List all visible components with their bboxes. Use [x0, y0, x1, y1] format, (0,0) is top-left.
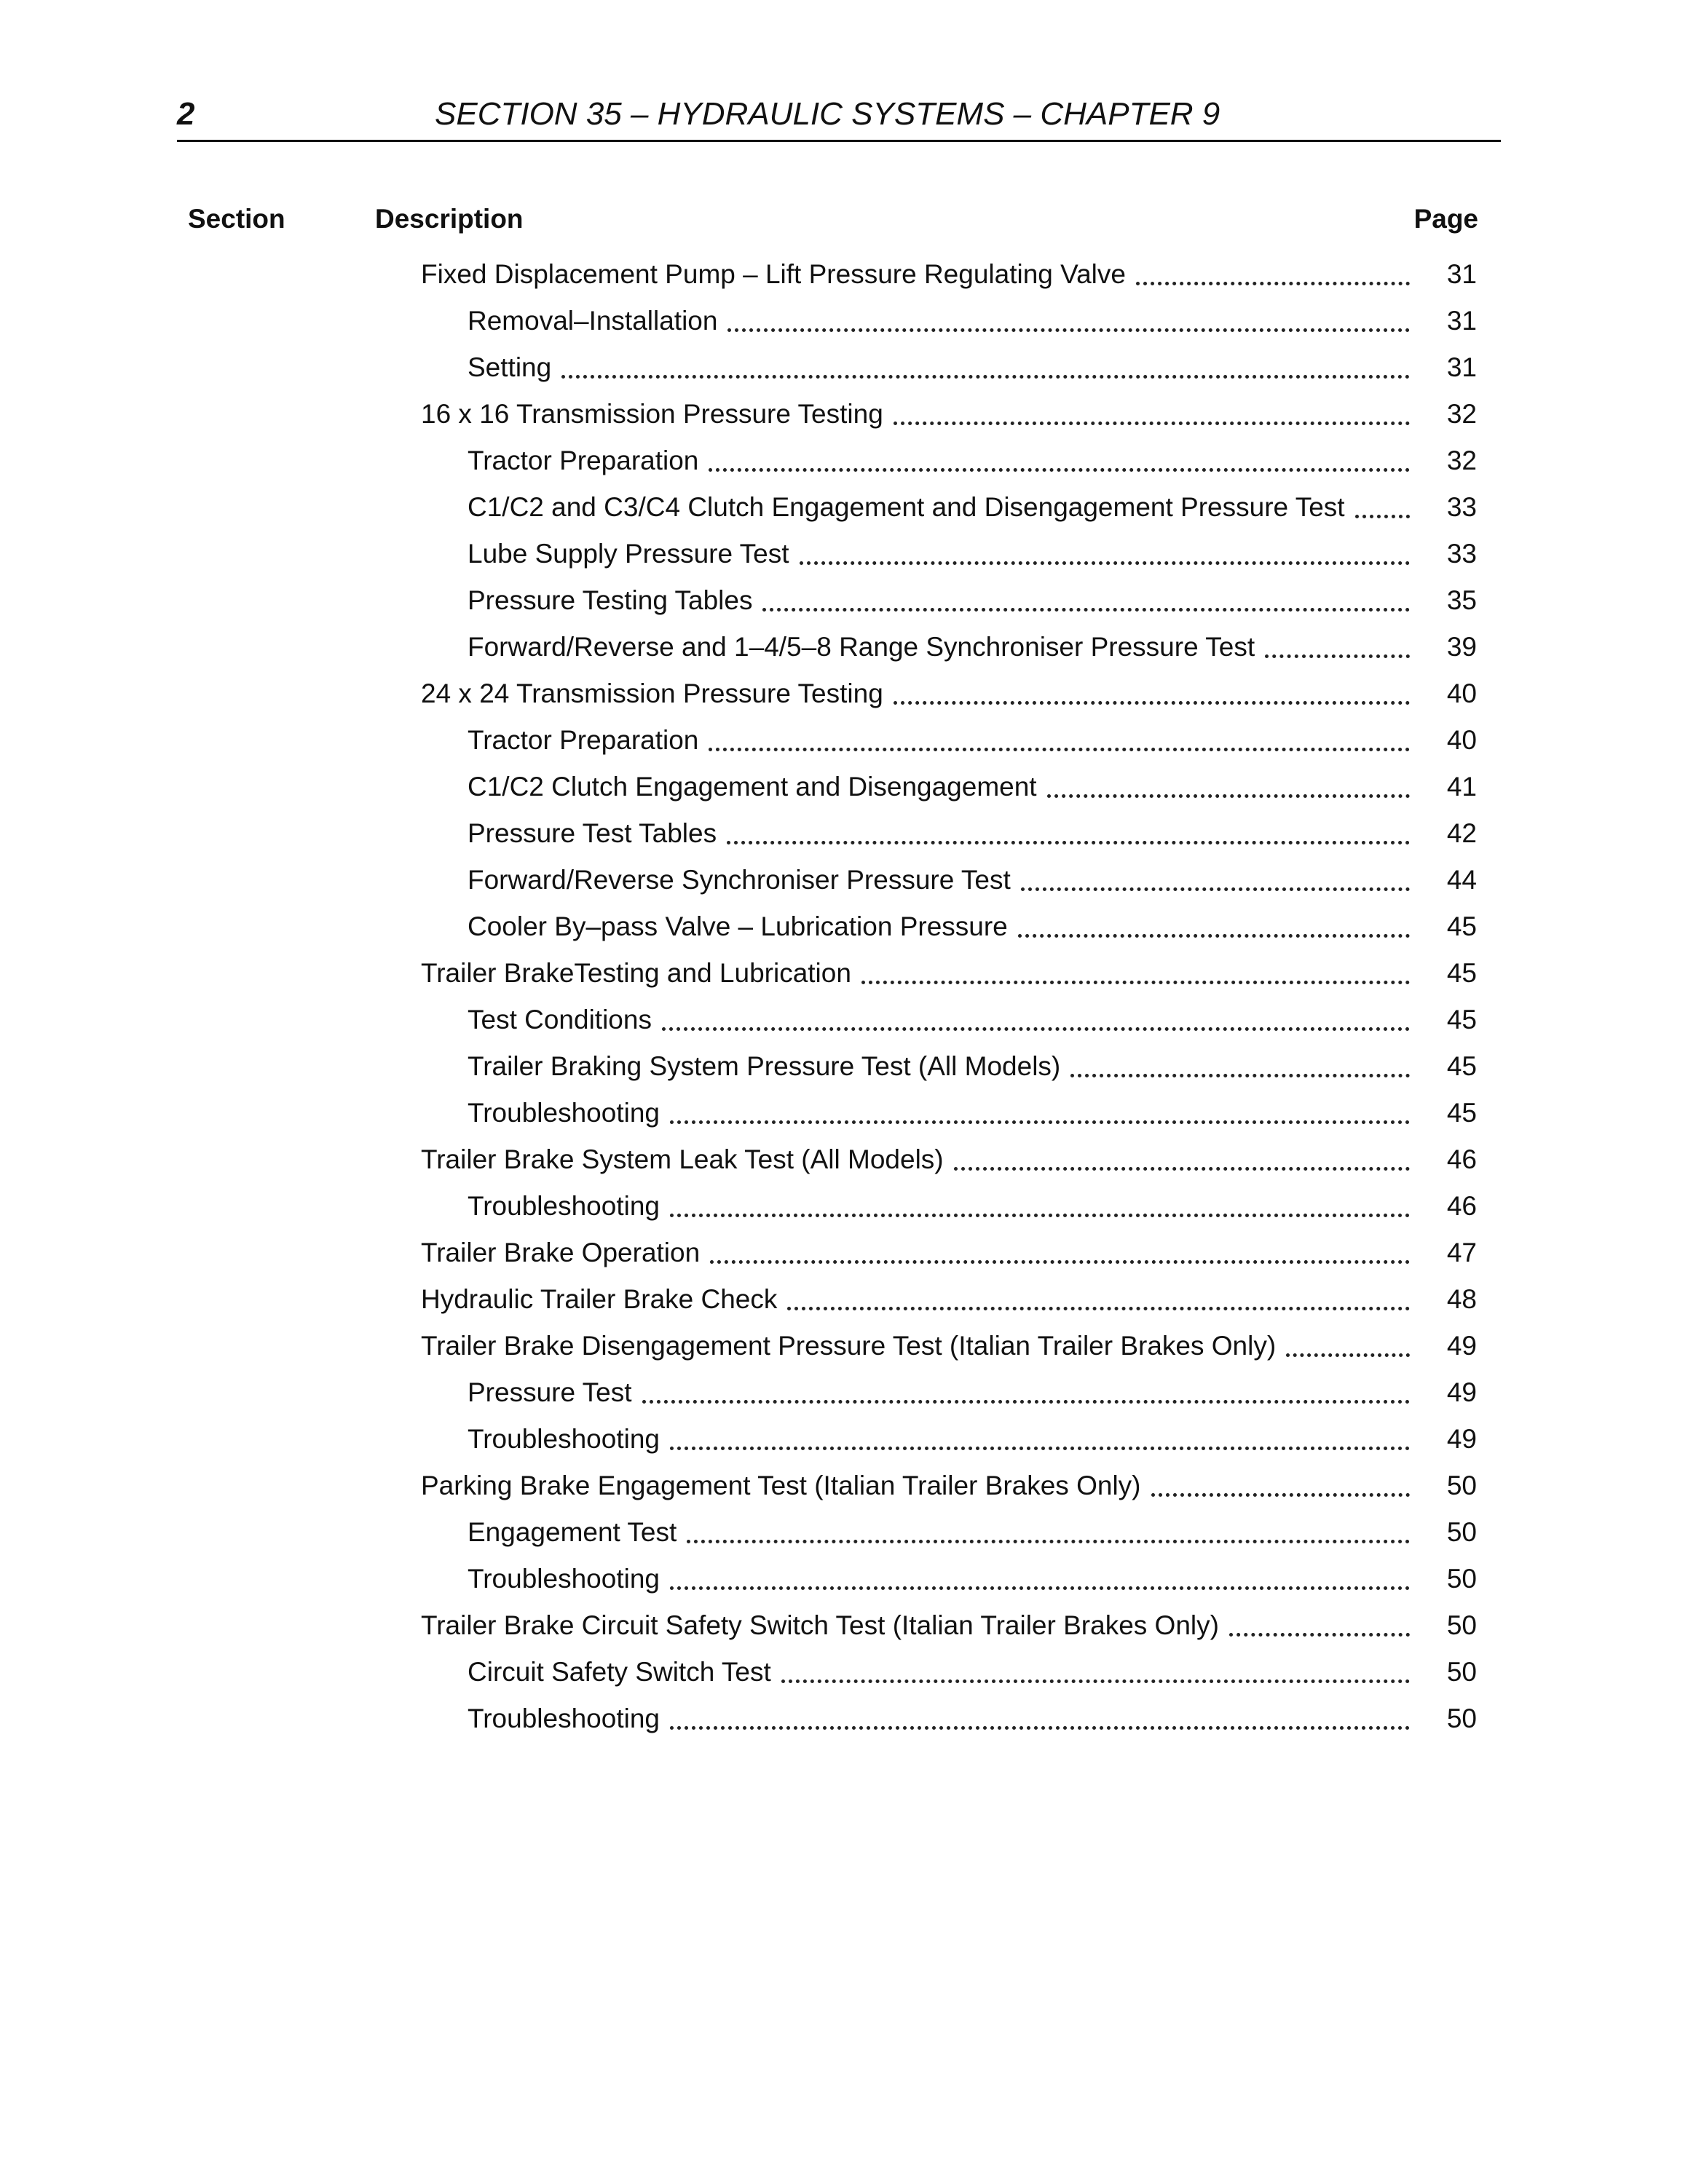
- dot-leader: [894, 422, 1410, 425]
- toc-entry-title: Troubleshooting: [468, 1095, 670, 1131]
- toc-entry[interactable]: [0, 852, 1688, 898]
- toc-entry-title: Forward/Reverse Synchroniser Pressure Test: [468, 862, 1021, 898]
- toc-entry[interactable]: [0, 339, 1688, 386]
- dot-leader: [861, 981, 1410, 984]
- toc-entry[interactable]: [0, 1178, 1688, 1224]
- toc-entry-title: Trailer Braking System Pressure Test (All Models): [468, 1048, 1070, 1085]
- dot-leader: [670, 1586, 1410, 1590]
- toc-entry-title: Pressure Test Tables: [468, 815, 727, 852]
- toc-entry[interactable]: [0, 246, 1688, 293]
- toc-entry-page: 49: [1446, 1377, 1477, 1407]
- toc-entry-page: 47: [1446, 1238, 1477, 1267]
- dot-leader: [1021, 887, 1410, 891]
- toc-entry[interactable]: [0, 712, 1688, 759]
- toc-entry-title: Trailer Brake Operation: [421, 1235, 710, 1271]
- table-of-contents: [0, 246, 1688, 1737]
- dot-leader: [894, 701, 1410, 705]
- toc-entry-page: 44: [1446, 865, 1477, 895]
- toc-entry-title: 24 x 24 Transmission Pressure Testing: [421, 676, 894, 712]
- toc-entry-title: Test Conditions: [468, 1002, 662, 1038]
- dot-leader: [800, 561, 1410, 565]
- toc-entry-page: 49: [1446, 1424, 1477, 1454]
- toc-entry[interactable]: [0, 1690, 1688, 1737]
- toc-entry-page: 45: [1446, 1098, 1477, 1128]
- toc-entry-page: 46: [1446, 1191, 1477, 1221]
- toc-entry-title: Forward/Reverse and 1–4/5–8 Range Synchroniser Pressure Test: [468, 629, 1265, 665]
- toc-entry-page: 45: [1446, 1005, 1477, 1034]
- toc-entry-title: Pressure Test: [468, 1374, 642, 1411]
- toc-entry[interactable]: [0, 1364, 1688, 1411]
- dot-leader: [670, 1726, 1410, 1730]
- toc-entry-page: 32: [1446, 446, 1477, 475]
- toc-entry-page: 45: [1446, 1051, 1477, 1081]
- dot-leader: [670, 1120, 1410, 1124]
- toc-entry[interactable]: [0, 386, 1688, 432]
- dot-leader: [727, 841, 1410, 844]
- toc-entry[interactable]: [0, 805, 1688, 852]
- toc-entry-title: Parking Brake Engagement Test (Italian Trailer Brakes Only): [421, 1468, 1151, 1504]
- dot-leader: [1286, 1353, 1410, 1357]
- toc-entry-page: 41: [1446, 772, 1477, 802]
- toc-entry-page: 50: [1446, 1517, 1477, 1547]
- toc-entry[interactable]: [0, 1504, 1688, 1551]
- toc-entry[interactable]: [0, 1551, 1688, 1597]
- dot-leader: [561, 375, 1410, 379]
- toc-entry-page: 49: [1446, 1331, 1477, 1361]
- toc-entry-title: Trailer Brake Circuit Safety Switch Test (Italian Trailer Brakes Only): [421, 1607, 1229, 1644]
- toc-entry-title: Troubleshooting: [468, 1188, 670, 1224]
- toc-entry[interactable]: [0, 479, 1688, 526]
- toc-entry[interactable]: [0, 1411, 1688, 1457]
- toc-entry[interactable]: [0, 1597, 1688, 1644]
- toc-entry[interactable]: [0, 1318, 1688, 1364]
- toc-entry-title: Troubleshooting: [468, 1421, 670, 1457]
- page-number: 2: [177, 96, 195, 132]
- dot-leader: [687, 1540, 1410, 1543]
- column-header-section: Section: [188, 204, 285, 234]
- page-header: [177, 89, 1501, 142]
- toc-entry-page: 50: [1446, 1657, 1477, 1687]
- toc-entry-title: Lube Supply Pressure Test: [468, 536, 800, 572]
- toc-entry-page: 32: [1446, 399, 1477, 429]
- toc-entry[interactable]: [0, 898, 1688, 945]
- toc-entry[interactable]: [0, 759, 1688, 805]
- toc-entry-page: 31: [1446, 352, 1477, 382]
- toc-entry-page: 46: [1446, 1144, 1477, 1174]
- toc-entry-title: C1/C2 and C3/C4 Clutch Engagement and Disengagement Pressure Test: [468, 489, 1355, 526]
- toc-entry-page: 45: [1446, 911, 1477, 941]
- dot-leader: [1151, 1493, 1411, 1497]
- toc-entry-title: Engagement Test: [468, 1514, 687, 1551]
- toc-entry[interactable]: [0, 992, 1688, 1038]
- toc-entry-title: Tractor Preparation: [468, 443, 709, 479]
- toc-entry-title: Circuit Safety Switch Test: [468, 1654, 781, 1690]
- dot-leader: [670, 1447, 1410, 1450]
- toc-entry[interactable]: [0, 1085, 1688, 1131]
- toc-entry-page: 39: [1446, 632, 1477, 662]
- dot-leader: [781, 1679, 1410, 1683]
- toc-entry-title: Pressure Testing Tables: [468, 582, 762, 619]
- toc-entry-title: Cooler By–pass Valve – Lubrication Pressure: [468, 909, 1018, 945]
- toc-entry-page: 40: [1446, 678, 1477, 708]
- toc-entry-page: 31: [1446, 306, 1477, 336]
- toc-entry[interactable]: [0, 945, 1688, 992]
- toc-entry-page: 50: [1446, 1471, 1477, 1500]
- toc-entry[interactable]: [0, 432, 1688, 479]
- toc-entry[interactable]: [0, 572, 1688, 619]
- toc-entry-page: 50: [1446, 1610, 1477, 1640]
- toc-entry-page: 33: [1446, 539, 1477, 569]
- toc-entry-page: 31: [1446, 259, 1477, 289]
- toc-entry[interactable]: [0, 1131, 1688, 1178]
- dot-leader: [662, 1027, 1410, 1031]
- toc-entry-title: 16 x 16 Transmission Pressure Testing: [421, 396, 894, 432]
- toc-entry-title: Hydraulic Trailer Brake Check: [421, 1281, 787, 1318]
- dot-leader: [670, 1214, 1410, 1217]
- toc-entry-title: Setting: [468, 349, 561, 386]
- toc-entry-title: Troubleshooting: [468, 1561, 670, 1597]
- toc-entry-page: 35: [1446, 585, 1477, 615]
- dot-leader: [1229, 1633, 1410, 1637]
- toc-entry-title: Fixed Displacement Pump – Lift Pressure Regulating Valve: [421, 256, 1136, 293]
- toc-entry-title: Tractor Preparation: [468, 722, 709, 759]
- dot-leader: [710, 1260, 1410, 1264]
- toc-entry-page: 48: [1446, 1284, 1477, 1314]
- toc-entry[interactable]: [0, 1457, 1688, 1504]
- toc-entry-page: 50: [1446, 1564, 1477, 1594]
- dot-leader: [1070, 1074, 1410, 1077]
- toc-entry[interactable]: [0, 619, 1688, 665]
- dot-leader: [727, 328, 1410, 332]
- toc-entry-page: 42: [1446, 818, 1477, 848]
- dot-leader: [1136, 282, 1410, 285]
- toc-entry[interactable]: [0, 526, 1688, 572]
- toc-entry-title: Trailer Brake System Leak Test (All Models): [421, 1142, 954, 1178]
- dot-leader: [1047, 794, 1410, 798]
- dot-leader: [1265, 654, 1410, 658]
- toc-entry-page: 40: [1446, 725, 1477, 755]
- toc-entry-title: C1/C2 Clutch Engagement and Disengagement: [468, 769, 1047, 805]
- toc-entry[interactable]: [0, 1271, 1688, 1318]
- toc-entry-title: Trailer BrakeTesting and Lubrication: [421, 955, 861, 992]
- toc-entry-page: 33: [1446, 492, 1477, 522]
- toc-entry-title: Trailer Brake Disengagement Pressure Test (Italian Trailer Brakes Only): [421, 1328, 1286, 1364]
- dot-leader: [762, 608, 1410, 612]
- dot-leader: [1018, 934, 1410, 938]
- toc-entry-page: 45: [1446, 958, 1477, 988]
- dot-leader: [642, 1400, 1410, 1404]
- toc-entry[interactable]: [0, 665, 1688, 712]
- chapter-title: SECTION 35 – HYDRAULIC SYSTEMS – CHAPTER 9: [435, 96, 1220, 132]
- dot-leader: [787, 1307, 1410, 1310]
- toc-entry[interactable]: [0, 1644, 1688, 1690]
- column-header-description: Description: [375, 204, 524, 234]
- column-header-page: Page: [1413, 204, 1478, 234]
- dot-leader: [709, 468, 1410, 472]
- toc-entry[interactable]: [0, 293, 1688, 339]
- dot-leader: [954, 1167, 1410, 1171]
- toc-entry[interactable]: [0, 1224, 1688, 1271]
- toc-entry-page: 50: [1446, 1704, 1477, 1733]
- toc-entry-title: Troubleshooting: [468, 1701, 670, 1737]
- toc-entry-title: Removal–Installation: [468, 303, 727, 339]
- dot-leader: [709, 748, 1410, 751]
- dot-leader: [1355, 515, 1410, 518]
- toc-entry[interactable]: [0, 1038, 1688, 1085]
